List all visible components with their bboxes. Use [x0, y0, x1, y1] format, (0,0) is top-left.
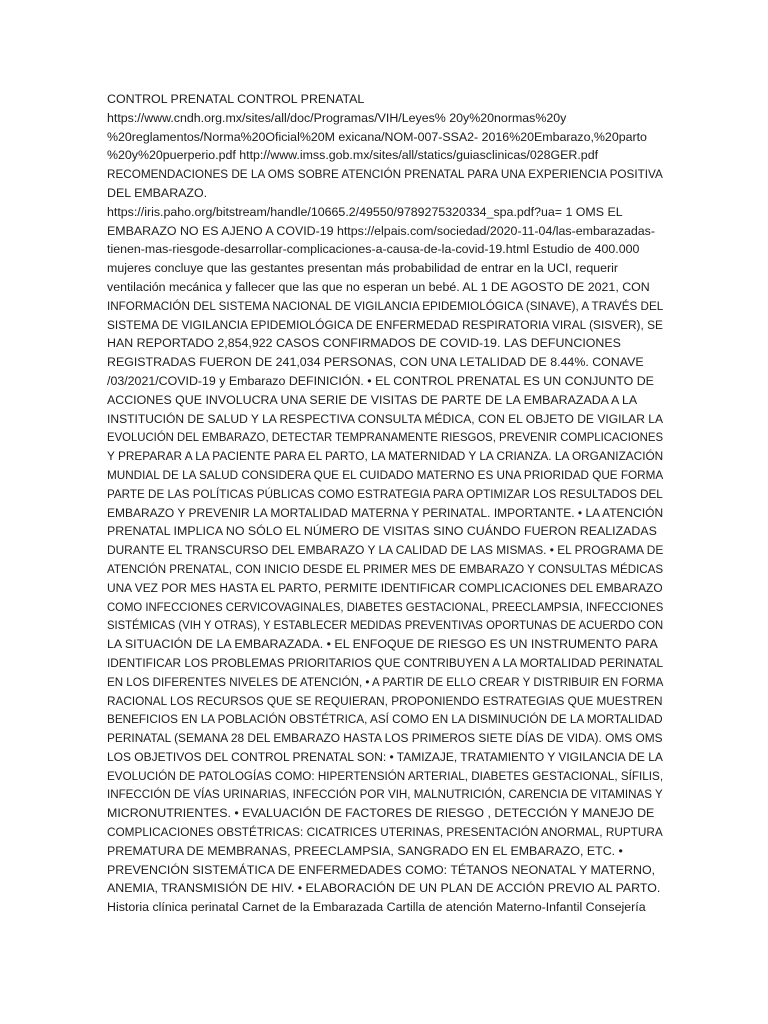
document-text-line: RACIONAL LOS RECURSOS QUE SE REQUIERAN, PROPONIENDO ESTRATEGIAS QUE MUESTREN — [107, 693, 663, 708]
document-text-line: COMO INFECCIONES CERVICOVAGINALES, DIABETES GESTACIONAL, PREECLAMPSIA, INFECCIONES — [107, 599, 664, 614]
document-text-line: %20y%20puerperio.pdf http://www.imss.gob.mx/sites/all/statics/guiasclinicas/028GER.pdf — [107, 148, 599, 163]
document-text-line: PREMATURA DE MEMBRANAS, PREECLAMPSIA, SANGRADO EN EL EMBARAZO, ETC. • — [107, 843, 623, 858]
document-text-line: mujeres concluye que las gestantes presentan más probabilidad de entrar en la UCI, requerir — [107, 261, 619, 276]
document-text-line: RECOMENDACIONES DE LA OMS SOBRE ATENCIÓN PRENATAL PARA UNA EXPERIENCIA POSITIVA — [107, 167, 663, 182]
document-text-line: IDENTIFICAR LOS PROBLEMAS PRIORITARIOS QUE CONTRIBUYEN A LA MORTALIDAD PERINATAL — [107, 655, 664, 670]
document-text-line: EVOLUCIÓN DEL EMBARAZO, DETECTAR TEMPRANAMENTE RIESGOS, PREVENIR COMPLICACIONES — [107, 430, 664, 445]
document-text-line: MUNDIAL DE LA SALUD CONSIDERA QUE EL CUIDADO MATERNO ES UNA PRIORIDAD QUE FORMA — [107, 467, 664, 482]
document-text-line: PREVENCIÓN SISTEMÁTICA DE ENFERMEDADES COMO: TÉTANOS NEONATAL Y MATERNO, — [107, 862, 656, 877]
document-text-line: BENEFICIOS EN LA POBLACIÓN OBSTÉTRICA, ASÍ COMO EN LA DISMINUCIÓN DE LA MORTALIDAD — [107, 712, 663, 727]
document-text-line: https://iris.paho.org/bitstream/handle/10665.2/49550/9789275320334_spa.pdf?ua= 1 OMS EL — [107, 204, 623, 219]
document-text-line: PARTE DE LAS POLÍTICAS PÚBLICAS COMO ESTRATEGIA PARA OPTIMIZAR LOS RESULTADOS DEL — [107, 486, 663, 501]
document-text-line: DEL EMBARAZO. — [107, 185, 208, 200]
document-text-line: MICRONUTRIENTES. • EVALUACIÓN DE FACTORES DE RIESGO , DETECCIÓN Y MANEJO DE — [107, 806, 655, 821]
document-text-line: ANEMIA, TRANSMISIÓN DE HIV. • ELABORACIÓN DE UN PLAN DE ACCIÓN PREVIO AL PARTO. — [107, 881, 661, 896]
document-text-line: %20reglamentos/Norma%20Oficial%20M exicana/NOM-007-SSA2- 2016%20Embarazo,%20parto — [107, 129, 647, 144]
document-body — [107, 90, 663, 917]
document-text-line: INFORMACIÓN DEL SISTEMA NACIONAL DE VIGILANCIA EPIDEMIOLÓGICA (SINAVE), A TRAVÉS DEL — [107, 298, 664, 313]
document-text-line: ventilación mecánica y fallecer que las que no esperan un bebé. AL 1 DE AGOSTO DE 2021, CON — [107, 279, 650, 294]
document-text-line: LOS OBJETIVOS DEL CONTROL PRENATAL SON: • TAMIZAJE, TRATAMIENTO Y VIGILANCIA DE LA — [107, 749, 663, 764]
document-text-line: EN LOS DIFERENTES NIVELES DE ATENCIÓN, • A PARTIR DE ELLO CREAR Y DISTRIBUIR EN FORMA — [107, 674, 664, 689]
document-title-line: CONTROL PRENATAL CONTROL PRENATAL — [107, 92, 365, 106]
document-text-line: PRENATAL IMPLICA NO SÓLO EL NÚMERO DE VISITAS SINO CUÁNDO FUERON REALIZADAS — [107, 524, 657, 539]
document-text-line: SISTEMA DE VIGILANCIA EPIDEMIOLÓGICA DE ENFERMEDAD RESPIRATORIA VIRAL (SISVER), SE — [107, 317, 663, 332]
document-text-line: HAN REPORTADO 2,854,922 CASOS CONFIRMADOS DE COVID-19. LAS DEFUNCIONES — [107, 336, 621, 351]
document-text-line: INSTITUCIÓN DE SALUD Y LA RESPECTIVA CONSULTA MÉDICA, CON EL OBJETO DE VIGILAR LA — [107, 411, 664, 426]
document-text-line: UNA VEZ POR MES HASTA EL PARTO, PERMITE IDENTIFICAR COMPLICACIONES DEL EMBARAZO — [107, 580, 663, 595]
document-text-line: COMPLICACIONES OBSTÉTRICAS: CICATRICES UTERINAS, PRESENTACIÓN ANORMAL, RUPTURA — [107, 825, 663, 840]
document-text-line: tienen-mas-riesgode-desarrollar-complicaciones-a-causa-de-la-covid-19.html Estudio de 400.000 — [107, 242, 640, 257]
document-text-line: REGISTRADAS FUERON DE 241,034 PERSONAS, CON UNA LETALIDAD DE 8.44%. CONAVE — [107, 355, 644, 370]
document-text-line: EVOLUCIÓN DE PATOLOGÍAS COMO: HIPERTENSIÓN ARTERIAL, DIABETES GESTACIONAL, SÍFILIS, — [107, 768, 664, 783]
document-text-line: Historia clínica perinatal Carnet de la Embarazada Cartilla de atención Materno-Infantil Consejería — [107, 900, 646, 915]
document-text-line: /03/2021/COVID-19 y Embarazo DEFINICIÓN. • EL CONTROL PRENATAL ES UN CONJUNTO DE — [107, 373, 654, 388]
document-text-line: DURANTE EL TRANSCURSO DEL EMBARAZO Y LA CALIDAD DE LAS MISMAS. • EL PROGRAMA DE — [107, 543, 664, 558]
document-text-line: ATENCIÓN PRENATAL, CON INICIO DESDE EL PRIMER MES DE EMBARAZO Y CONSULTAS MÉDICAS — [107, 561, 664, 576]
document-text-line: EMBARAZO Y PREVENIR LA MORTALIDAD MATERNA Y PERINATAL. IMPORTANTE. • LA ATENCIÓN — [107, 505, 664, 520]
document-text-line: SISTÉMICAS (VIH Y OTRAS), Y ESTABLECER MEDIDAS PREVENTIVAS OPORTUNAS DE ACUERDO CON — [107, 618, 664, 633]
document-text-line: LA SITUACIÓN DE LA EMBARAZADA. • EL ENFOQUE DE RIESGO ES UN INSTRUMENTO PARA — [107, 637, 658, 652]
document-text-line: ACCIONES QUE INVOLUCRA UNA SERIE DE VISITAS DE PARTE DE LA EMBARAZADA A LA — [107, 392, 638, 407]
document-text-line: EMBARAZO NO ES AJENO A COVID-19 https://elpais.com/sociedad/2020-11-04/las-embarazadas- — [107, 223, 655, 238]
document-text-line: Y PREPARAR A LA PACIENTE PARA EL PARTO, LA MATERNIDAD Y LA CRIANZA. LA ORGANIZACIÓN — [107, 449, 664, 464]
document-text-line: INFECCIÓN DE VÍAS URINARIAS, INFECCIÓN POR VIH, MALNUTRICIÓN, CARENCIA DE VITAMINAS Y — [107, 787, 663, 802]
document-text-line: PERINATAL (SEMANA 28 DEL EMBARAZO HASTA LOS PRIMEROS SIETE DÍAS DE VIDA). OMS OMS — [107, 731, 663, 746]
document-text-line: https://www.cndh.org.mx/sites/all/doc/Programas/VIH/Leyes% 20y%20normas%20y — [107, 110, 567, 125]
